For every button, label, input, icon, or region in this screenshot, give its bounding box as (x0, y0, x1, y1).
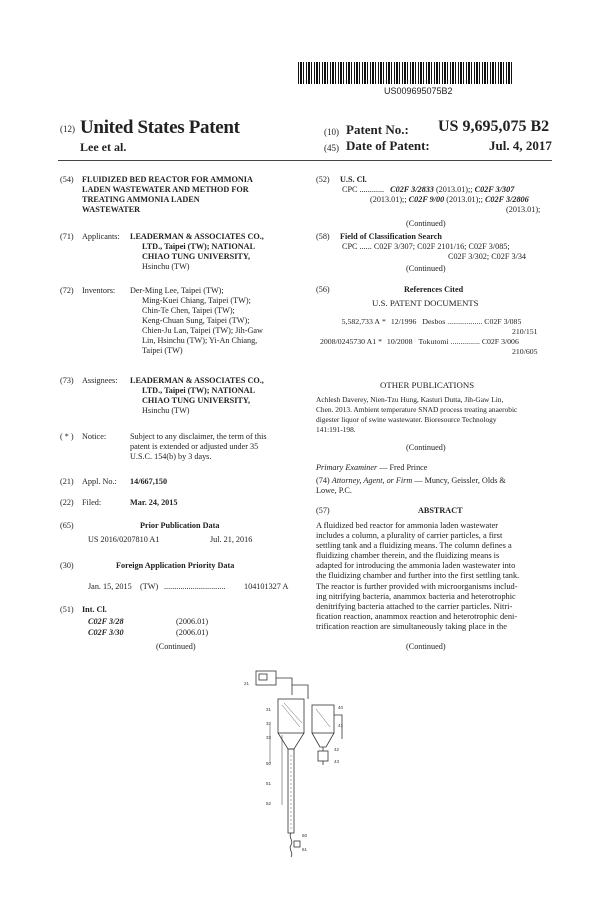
other-publications-title: OTHER PUBLICATIONS (380, 380, 475, 390)
inventors: Der-Ming Lee, Taipei (TW); Ming-Kuei Chiang, Taipei (TW); Chin-Te Chen, Taipei (TW); Keng-Chuan Sung, Taipei (TW); Chien-Ju Lan, Taipei (TW); Jih-Gaw Lin, Hsinchu (TW); Yi-An Chiang, Taipei (TW) (130, 286, 263, 355)
abstract-title: ABSTRACT (418, 506, 463, 515)
label-ref: 31 (266, 707, 272, 712)
patent-no-label: Patent No.: (346, 122, 409, 137)
code-22: (22) (60, 498, 74, 507)
field-search-line2: C02F 3/302; C02F 3/34 (448, 252, 527, 261)
other-publications-continued: (Continued) (406, 443, 446, 452)
barcode (298, 62, 512, 84)
label-ref: 21 (244, 681, 250, 686)
code-72: (72) (60, 286, 74, 295)
code-65: (65) (60, 521, 74, 530)
prior-publication-title: Prior Publication Data (140, 521, 220, 530)
code-54: (54) (60, 175, 74, 184)
label-ref: 41 (338, 723, 344, 728)
appl-no: 14/667,150 (130, 477, 168, 486)
field-search-continued: (Continued) (406, 264, 446, 273)
inventors-label: Inventors: (82, 286, 116, 295)
code-51: (51) (60, 605, 74, 614)
code-58: (58) (316, 232, 330, 241)
int-cl-1-version: (2006.01) (176, 617, 209, 626)
attorney-agent: (74) Attorney, Agent, or Firm — Muncy, Geissler, Olds & (316, 476, 506, 485)
patent-number: US 9,695,075 B2 (438, 118, 550, 135)
int-cl-2-version: (2006.01) (176, 628, 209, 637)
kind-code-12: (12) (60, 124, 75, 134)
assignees-label: Assignees: (82, 376, 118, 385)
label-ref: 32 (266, 721, 272, 726)
priority-country: (TW) (140, 582, 159, 591)
priority-leader-dots: .............................. (164, 582, 226, 591)
document-title: United States Patent (80, 117, 240, 138)
inlet-pipe (290, 833, 292, 857)
int-cl-2: C02F 3/30 (88, 628, 124, 637)
control-display (259, 674, 267, 680)
notice-text: Subject to any disclaimer, the term of this patent is extended or adjusted under 35 U.S.C. 154(b) by 3 days. (130, 432, 267, 461)
filed-date: Mar. 24, 2015 (130, 498, 178, 507)
code-notice: ( * ) (60, 432, 74, 441)
reference-row-class: 210/605 (512, 347, 538, 356)
label-ref: 42 (334, 747, 340, 752)
code-57: (57) (316, 506, 330, 515)
date-of-patent: Jul. 4, 2017 (489, 138, 552, 153)
appl-no-label: Appl. No.: (82, 477, 117, 486)
second-settling-tank (312, 705, 334, 733)
us-patent-documents-title: U.S. PATENT DOCUMENTS (372, 298, 479, 308)
reactor-drawing (230, 665, 370, 865)
first-inventor: Lee et al. (80, 140, 127, 154)
attorney-agent-line2: Lowe, P.C. (316, 486, 352, 495)
label-ref: 50 (266, 761, 272, 766)
code-71: (71) (60, 232, 74, 241)
prior-publication-date: Jul. 21, 2016 (210, 535, 253, 544)
label-ref: 33 (266, 735, 272, 740)
us-cl-label: U.S. Cl. (340, 175, 367, 184)
field-search-line1: CPC ...... C02F 3/307; C02F 2101/16; C02F 3/085; (342, 242, 510, 251)
assignees: LEADERMAN & ASSOCIATES CO., LTD., Taipei (TW); NATIONAL CHIAO TUNG UNIVERSITY, Hsinchu (TW) (130, 376, 264, 415)
priority-date: Jan. 15, 2015 (88, 582, 132, 591)
code-21: (21) (60, 477, 74, 486)
code-10: (10) (324, 127, 339, 137)
code-56: (56) (316, 285, 330, 294)
references-cited-label: References Cited (404, 285, 464, 294)
code-52: (52) (316, 175, 330, 184)
us-cl-line2: (2013.01);; C02F 9/00 (2013.01);; C02F 3/2806 (370, 195, 529, 204)
int-cl-label: Int. Cl. (82, 605, 107, 614)
label-ref: 51 (266, 781, 272, 786)
field-search-label: Field of Classification Search (340, 232, 442, 241)
prior-publication-number: US 2016/0207810 A1 (88, 535, 160, 544)
filed-label: Filed: (82, 498, 102, 507)
pump-unit (318, 751, 328, 761)
us-cl-line3: (2013.01); (506, 205, 541, 214)
code-30: (30) (60, 561, 74, 570)
label-ref: 40 (338, 705, 344, 710)
code-73: (73) (60, 376, 74, 385)
reference-row-class: 210/151 (512, 327, 538, 336)
int-cl-1: C02F 3/28 (88, 617, 124, 626)
abstract-continued: (Continued) (406, 642, 446, 651)
other-publication: Achlesh Daverey, Nien-Tzu Hung, Kasturi Dutta, Jih-Gaw Lin, Chen. 2013. Ambient temperature SNAD process treating anaerobic digester liquor of swine wastewater. Bioresource Technology 141:191-198. (316, 395, 518, 434)
label-ref: 43 (334, 759, 340, 764)
applicants-label: Applicants: (82, 232, 120, 241)
date-of-patent-label: Date of Patent: (346, 138, 430, 153)
reference-row: 5,582,733 A * 12/1996 Desbos .................. C02F 3/085 (341, 317, 522, 326)
barcode-number: US009695075B2 (384, 86, 453, 96)
us-cl-continued: (Continued) (406, 219, 446, 228)
reference-row: 2008/0245730 A1 * 10/2008 Tokutomi ............... C02F 3/006 (320, 337, 519, 346)
header-rule (58, 160, 552, 161)
notice-label: Notice: (82, 432, 107, 441)
foreign-priority-title: Foreign Application Priority Data (116, 561, 235, 570)
invention-title: FLUIDIZED BED REACTOR FOR AMMONIA LADEN WASTEWATER AND METHOD FOR TREATING AMMONIA LADEN WASTEWATER (82, 175, 253, 214)
label-ref: 61 (302, 847, 308, 852)
code-45: (45) (324, 143, 339, 153)
primary-examiner: Primary Examiner — Fred Prince (316, 463, 428, 472)
applicants: LEADERMAN & ASSOCIATES CO., LTD., Taipei (TW); NATIONAL CHIAO TUNG UNIVERSITY, Hsinchu (TW) (130, 232, 264, 271)
abstract-text: A fluidized bed reactor for ammonia laden wastewater includes a column, a plurality of carrier particles, a first settling tank and a fluidizing means. The column defines a fluidizing chamber therein, and the fluidizing means is adapted for introducing the ammonia laden wastewater into the fluidizing chamber and further into the first settling tank. The reactor is further provided with microorganisms includ- ing nitrifying bacteria, anammox bacteria and heterotrophic denitrifying bacteria attached to the carrier particles. Nitri- fication reaction, anammox reaction and heterotrophic deni- trification reaction are simultaneously taking place in the (316, 521, 520, 631)
label-ref: 52 (266, 801, 272, 806)
inlet-pump (294, 841, 300, 847)
us-cl-cpc: CPC ............ C02F 3/2833 (2013.01);; C02F 3/307 (342, 185, 515, 194)
priority-appl-no: 104101327 A (244, 582, 289, 591)
label-ref: 60 (302, 833, 308, 838)
int-cl-continued: (Continued) (156, 642, 196, 651)
